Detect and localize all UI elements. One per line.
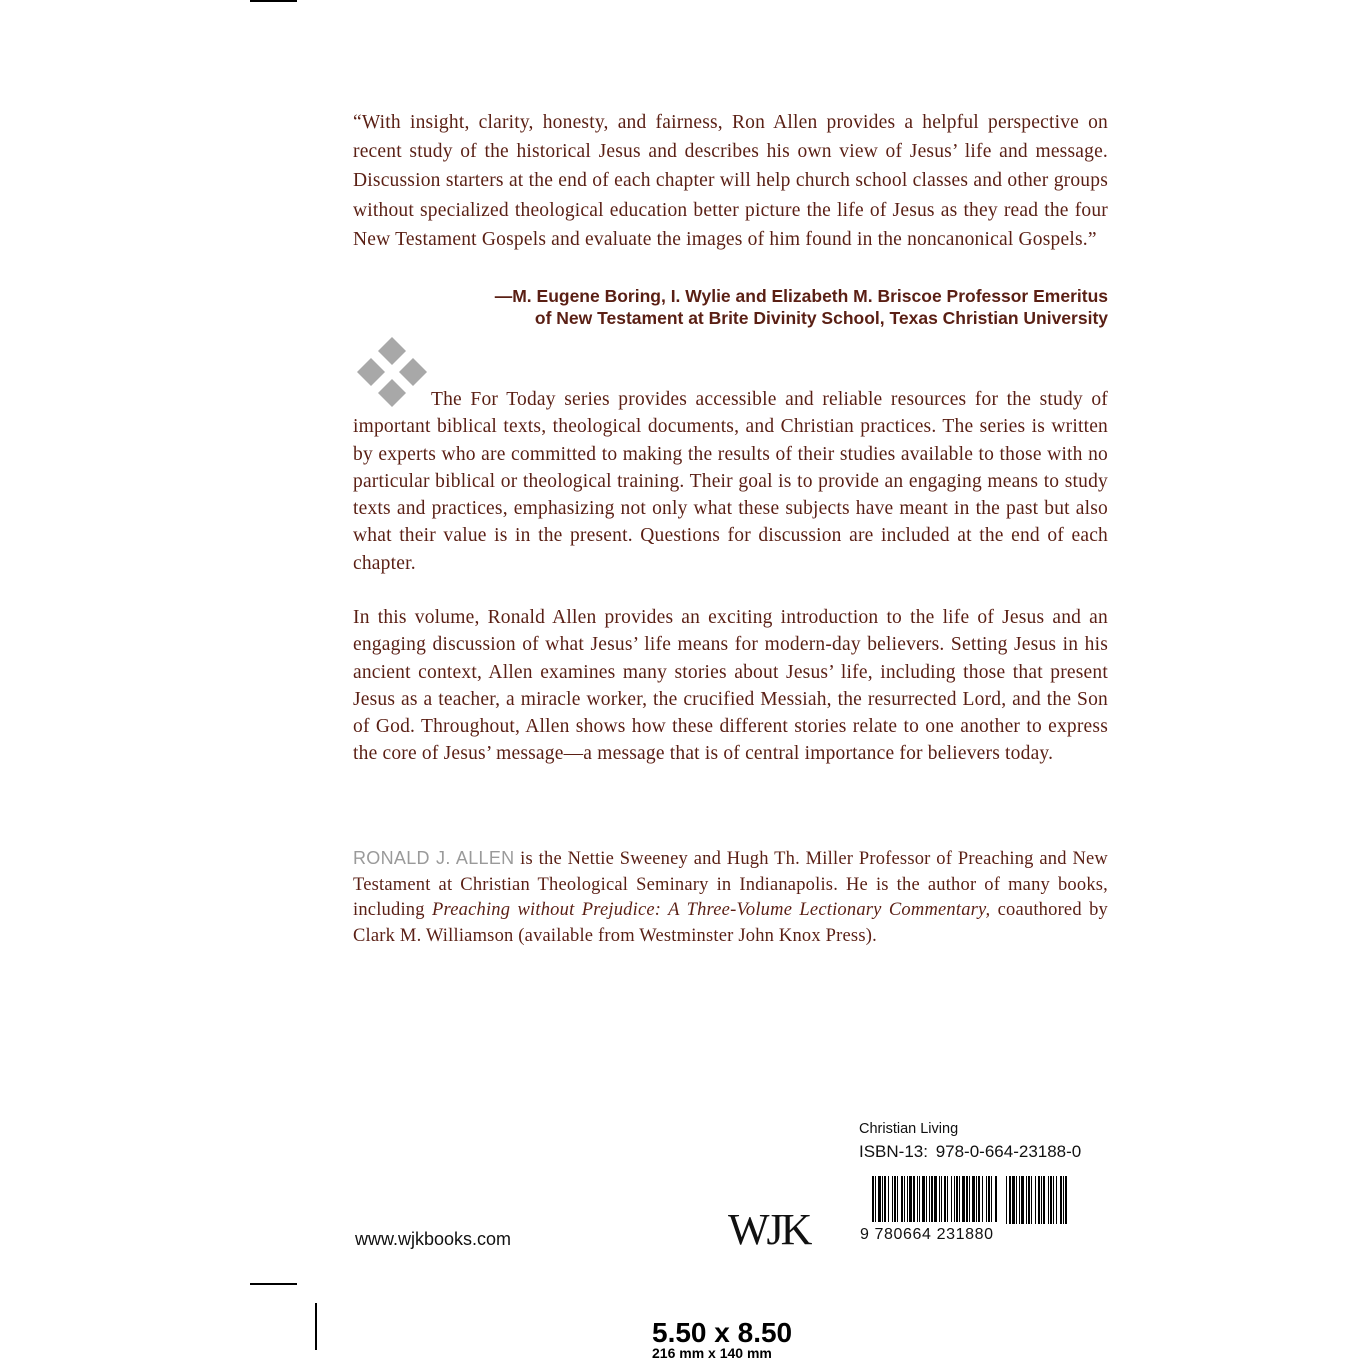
isbn-number: ISBN-13: 978-0-664-23188-0	[859, 1142, 1082, 1161]
endorsement-quote: “With insight, clarity, honesty, and fairness, Ron Allen provides a helpful perspective on recent study of the historical Jesus and describes his own view of Jesus’ life and message. Discussion starters at the end of each chapter will help church school classes and other groups without specialized theological education better picture the life of Jesus as they read the four New Testament Gospels and evaluate the images of him found in the noncanonical Gospels.”	[353, 112, 1108, 250]
author-bio-text: is the Nettie Sweeney and Hugh Th. Miller Professor of Preaching and New Testament at Christian Theological Seminary in Indianapolis. He is the author of many books, including	[353, 849, 1108, 920]
endorsement-attribution	[353, 285, 1108, 329]
series-description: The For Today series provides accessible and reliable resources for the study of important biblical texts, theological documents, and Christian practices. The series is written by experts who are committed to making the results of their studies available to those with no particular biblical or theological training. Their goal is to provide an engaging means to study texts and practices, emphasizing not only what these subjects have meant in the past but also what their value is in the present. Questions for discussion are included at the end of each chapter.	[353, 389, 1108, 574]
author-bio-text-end: coauthored by Clark M. Williamson (available from Westminster John Knox Press).	[353, 900, 1109, 946]
trim-size-inches: 5.50 x 8.50	[652, 1317, 793, 1348]
crop-mark-bottom	[250, 1283, 297, 1285]
author-name: RONALD J. ALLEN	[353, 848, 515, 868]
trim-size-mm: 216 mm x 140 mm	[652, 1345, 772, 1360]
crop-mark-top	[250, 0, 297, 2]
crop-mark-spine	[315, 1303, 317, 1350]
volume-description: In this volume, Ronald Allen provides an exciting introduction to the life of Jesus and an engaging discussion of what Jesus’ life means for modern-day believers. Setting Jesus in his ancient context, Allen examines many stories about Jesus’ life, including those that present Jesus as a teacher, a miracle worker, the crucified Messiah, the resurrected Lord, and the Son of God. Throughout, Allen shows how these different stories relate to one another to express the core of Jesus’ message—a message that is of central importance for believers today.	[353, 607, 1108, 765]
author-bio	[353, 846, 1108, 949]
book-category: Christian Living	[859, 1121, 959, 1137]
publisher-logo-text: WJK	[728, 1205, 810, 1254]
author-book-title: Preaching without Prejudice: A Three-Volume Lectionary Commentary,	[432, 900, 991, 920]
barcode-number: 9 780664 231880	[860, 1226, 994, 1243]
isbn-barcode	[860, 1172, 1072, 1244]
publisher-logo	[728, 1200, 818, 1266]
attribution-line: —M. Eugene Boring, I. Wylie and Elizabeth M. Briscoe Professor Emeritus	[494, 286, 1108, 306]
publisher-website: www.wjkbooks.com	[355, 1229, 512, 1249]
attribution-line: of New Testament at Brite Divinity School, Texas Christian University	[534, 308, 1108, 328]
